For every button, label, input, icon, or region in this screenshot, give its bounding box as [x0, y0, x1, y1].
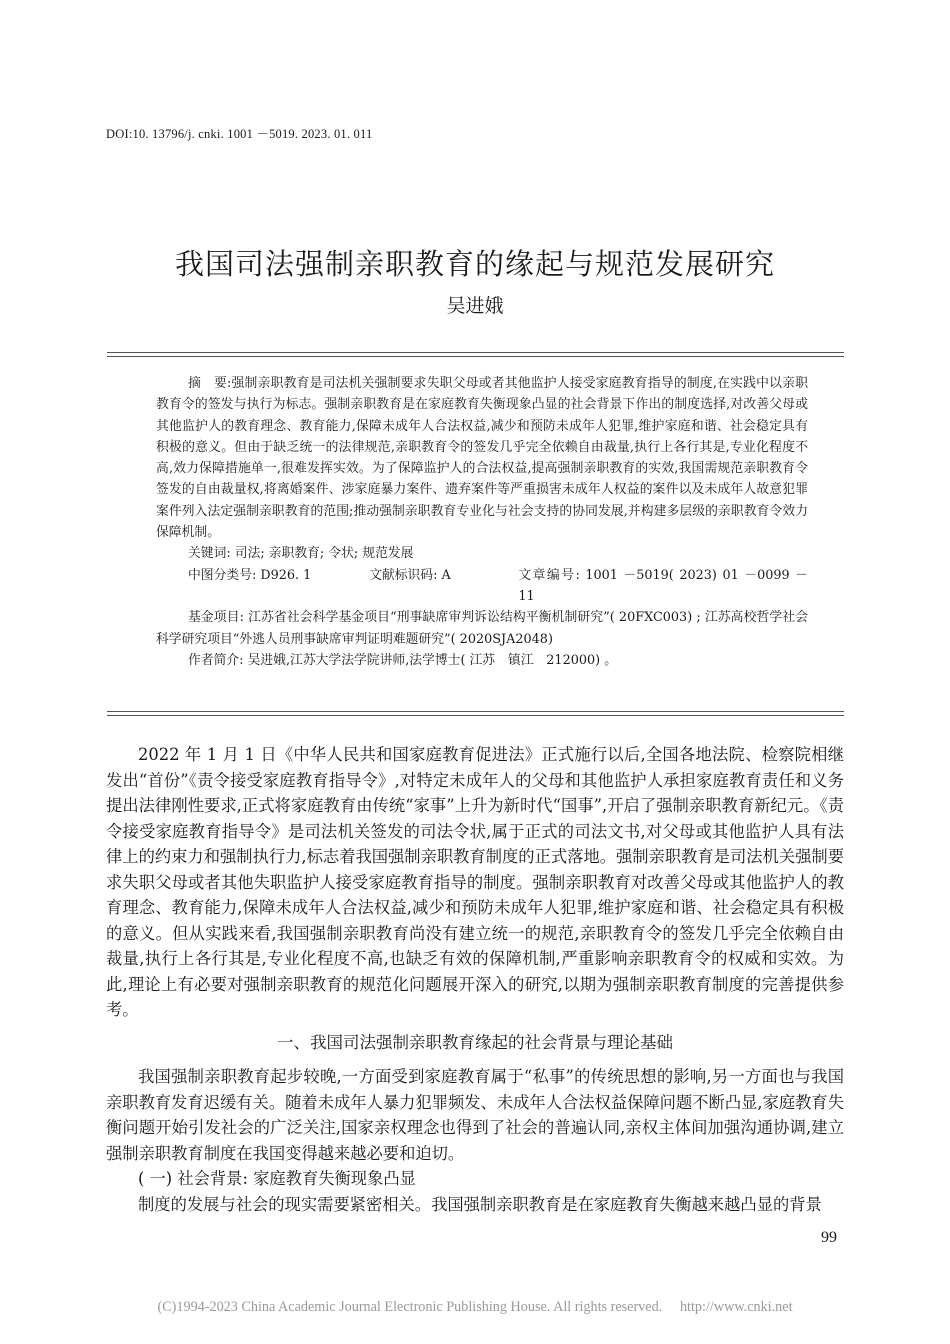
copyright-footer: (C)1994-2023 China Academic Journal Electronic Publishing House. All rights reserved. http://www.cnki.net	[157, 1299, 793, 1315]
subsection-heading-1: ( 一) 社会背景: 家庭教育失衡现象凸显	[138, 1169, 416, 1188]
fund-line: 基金项目: 江苏省社会科学基金项目“刑事缺席审判诉讼结构平衡机制研究”( 20FXC003) ; 江苏高校哲学社会科学研究项目“外逃人员刑事缺席审判证明难题研究”( 2020SJA2048)	[156, 610, 808, 647]
abstract-block	[156, 373, 808, 671]
classification-row	[156, 565, 808, 608]
keywords-line: 关键词: 司法; 亲职教育; 令状; 规范发展	[188, 546, 414, 562]
abstract-text: 摘 要:强制亲职教育是司法机关强制要求失职父母或者其他监护人接受家庭教育指导的制度,在实践中以亲职教育令的签发与执行为标志。强制亲职教育是在家庭教育失衡现象凸显的社会背景下作出的制度选择,对改善父母或其他监护人的教育理念、教育能力,保障未成年人合法权益,减少和预防未成年人犯罪,维护家庭和谐、社会稳定具有积极的意义。但由于缺乏统一的法律规范,亲职教育令的签发几乎完全依赖自由裁量,执行上各行其是,专业化程度不高,效力保障措施单一,很难发挥实效。为了保障监护人的合法权益,提高强制亲职教育的实效,我国需规范亲职教育令签发的自由裁量权,将离婚案件、涉家庭暴力案件、遗弃案件等严重损害未成年人权益的案件以及未成年人故意犯罪案件列入法定强制亲职教育的范围;推动强制亲职教育专业化与社会支持的协同发展,并构建多层级的亲职教育令效力保障机制。	[156, 376, 808, 541]
paragraph-intro: 2022 年 1 月 1 日《中华人民共和国家庭教育促进法》正式施行以后,全国各地法院、检察院相继发出“首份”《责令接受家庭教育指导令》,对特定未成年人的父母和其他监护人承担家庭教育责任和义务提出法律刚性要求,正式将家庭教育由传统“家事”上升为新时代“国事”,开启了强制亲职教育新纪元。《责令接受家庭教育指导令》是司法机关签发的司法令状,属于正式的司法文书,对父母或其他监护人具有法律上的约束力和强制执行力,标志着我国强制亲职教育制度的正式落地。强制亲职教育是司法机关强制要求失职父母或者其他失职监护人接受家庭教育指导的制度。强制亲职教育对改善父母或其他监护人的教育理念、教育能力,保障未成年人合法权益,减少和预防未成年人犯罪,维护家庭和谐、社会稳定具有积极的意义。但从实践来看,我国强制亲职教育尚没有建立统一的规范,亲职教育令的签发几乎完全依赖自由裁量,执行上各行其是,专业化程度不高,也缺乏有效的保障机制,严重影响亲职教育令的权威和实效。为此,理论上有必要对强制亲职教育的规范化问题展开深入的研究,以期为强制亲职教育制度的完善提供参考。	[106, 745, 844, 1019]
top-rule-outer	[107, 352, 844, 353]
article-title: 我国司法强制亲职教育的缘起与规范发展研究	[174, 247, 775, 282]
section-heading-1: 一、我国司法强制亲职教育缘起的社会背景与理论基础	[277, 1032, 673, 1052]
paragraph-section1: 我国强制亲职教育起步较晚,一方面受到家庭教育属于“私事”的传统思想的影响,另一方面也与我国亲职教育发育迟缓有关。随着未成年人暴力犯罪频发、未成年人合法权益保障问题不断凸显,家庭教育失衡问题开始引发社会的广泛关注,国家亲权理念也得到了社会的普遍认同,亲权主体间加强沟通协调,建立强制亲职教育制度在我国变得越来越必要和迫切。	[106, 1067, 844, 1163]
article-number: 文章编号: 1001 －5019( 2023) 01 －0099 －11	[518, 567, 809, 604]
document-code: 文献标识码: A	[369, 567, 451, 583]
doi-line: DOI:10. 13796/j. cnki. 1001 －5019. 2023. 01. 011	[106, 127, 373, 141]
body-text	[106, 742, 844, 1217]
clc-number: 中图分类号: D926. 1	[188, 567, 312, 583]
top-rule-inner	[107, 356, 844, 357]
author-bio-line: 作者简介: 吴进娥,江苏大学法学院讲师,法学博士( 江苏 镇江 212000) 。	[188, 652, 618, 668]
page-number: 99	[821, 1229, 837, 1246]
paragraph-subsection1: 制度的发展与社会的现实需要紧密相关。我国强制亲职教育是在家庭教育失衡越来越凸显的背景	[138, 1194, 822, 1214]
bottom-rule-outer	[107, 715, 844, 716]
article-author: 吴进娥	[446, 295, 504, 317]
bottom-rule-inner	[107, 711, 844, 712]
